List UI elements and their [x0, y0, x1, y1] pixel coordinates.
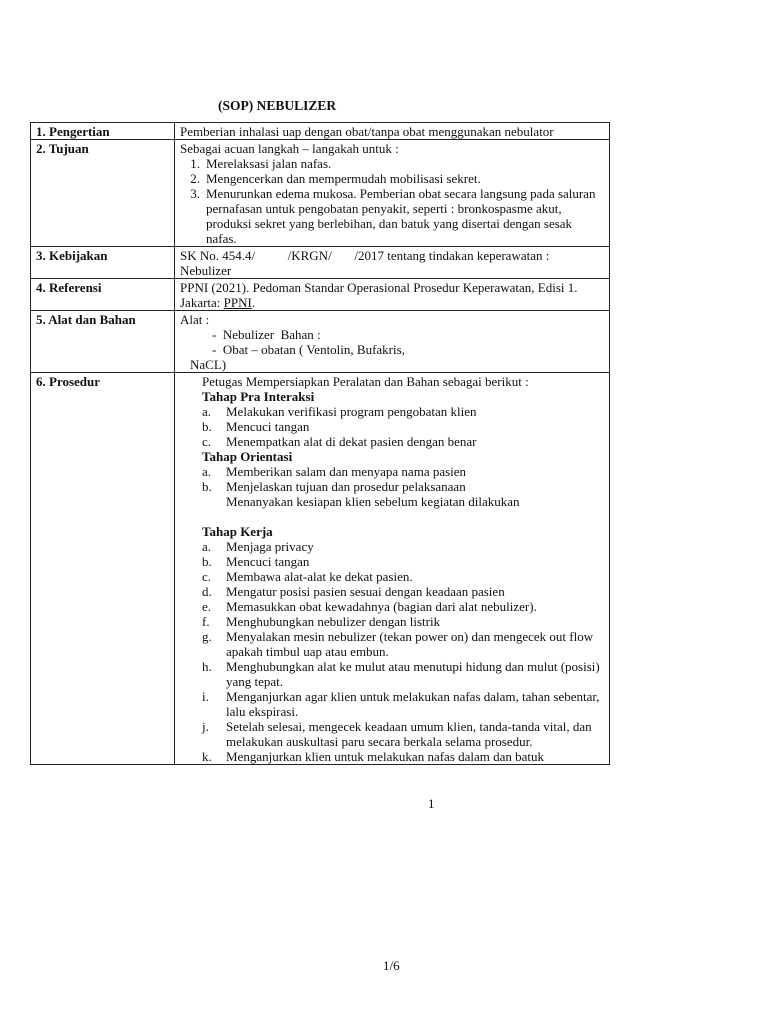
- list-item: i. Menganjurkan agar klien untuk melakukan nafas dalam, tahan sebentar, lalu ekspirasi.: [202, 689, 600, 719]
- row-label: 6. Prosedur: [31, 373, 175, 765]
- section-heading: Tahap Pra Interaksi: [202, 389, 315, 404]
- page-number: 1: [428, 796, 435, 811]
- row-label: 2. Tujuan: [31, 140, 175, 247]
- section-heading: Tahap Orientasi: [202, 449, 293, 464]
- list-item: c. Membawa alat-alat ke dekat pasien.: [202, 569, 413, 584]
- document-title: (SOP) NEBULIZER: [218, 98, 337, 113]
- list-item: h. Menghubungkan alat ke mulut atau menutupi hidung dan mulut (posisi) yang tepat.: [202, 659, 600, 689]
- table-row-referensi: [31, 279, 610, 311]
- list-item: j. Setelah selesai, mengecek keadaan umum klien, tanda-tanda vital, dan melakukan auskultasi paru secara berkala selama prosedur.: [202, 719, 592, 749]
- kebijakan-line: SK No. 454.4/ /KRGN/ /2017 tentang tindakan keperawatan :: [180, 248, 550, 263]
- bahan-line: - Obat – obatan ( Ventolin, Bufakris,: [212, 342, 405, 357]
- row-label: 4. Referensi: [31, 279, 175, 311]
- list-item: b. Mencuci tangan: [202, 419, 310, 434]
- referensi-publisher: PPNI: [223, 295, 252, 310]
- list-item: e. Memasukkan obat kewadahnya (bagian dari alat nebulizer).: [202, 599, 537, 614]
- row-content: [175, 140, 610, 247]
- list-item: k. Menganjurkan klien untuk melakukan nafas dalam dan batuk: [202, 749, 545, 764]
- table-row-alat-bahan: [31, 311, 610, 373]
- row-content: Pemberian inhalasi uap dengan obat/tanpa obat menggunakan nebulator: [175, 123, 610, 140]
- table-row-prosedur: [31, 373, 610, 765]
- list-item: 2. Mengencerkan dan mempermudah mobilisasi sekret.: [190, 171, 481, 186]
- list-item: d. Mengatur posisi pasien sesuai dengan keadaan pasien: [202, 584, 505, 599]
- row-content: PPNI (2021). Pedoman Standar Operasional Prosedur Keperawatan, Edisi 1. Jakarta: PPNI.: [175, 279, 610, 311]
- kebijakan-line: Nebulizer: [180, 263, 232, 278]
- table-row-kebijakan: [31, 247, 610, 279]
- list-item: b. Menjelaskan tujuan dan prosedur pelaksanaan: [202, 479, 466, 494]
- prosedur-intro: Petugas Mempersiapkan Peralatan dan Bahan sebagai berikut :: [202, 374, 529, 389]
- table-row-tujuan: [31, 140, 610, 247]
- row-label: 5. Alat dan Bahan: [31, 311, 175, 373]
- list-item: 1. Merelaksasi jalan nafas.: [190, 156, 332, 171]
- list-item: f. Menghubungkan nebulizer dengan listrik: [202, 614, 441, 629]
- list-item: a. Memberikan salam dan menyapa nama pasien: [202, 464, 467, 479]
- list-item-continuation: Menanyakan kesiapan klien sebelum kegiatan dilakukan: [226, 494, 520, 509]
- row-content: [175, 247, 610, 279]
- list-item: b. Mencuci tangan: [202, 554, 310, 569]
- tujuan-intro: Sebagai acuan langkah – langakah untuk :: [180, 141, 399, 156]
- list-item: g. Menyalakan mesin nebulizer (tekan power on) dan mengecek out flow apakah timbul uap atau embun.: [202, 629, 594, 659]
- referensi-text: PPNI (2021). Pedoman Standar Operasional Prosedur Keperawatan, Edisi 1. Jakarta:: [180, 280, 578, 310]
- row-content: [175, 311, 610, 373]
- alat-line: - Nebulizer Bahan :: [212, 327, 321, 342]
- table-row-pengertian: [31, 123, 610, 140]
- list-item: 3. Menurunkan edema mukosa. Pemberian obat secara langsung pada saluran pernafasan untuk pengobatan penyakit, seperti : bronkospasme akut, produksi sekret yang berlebihan, dan batuk yang disertai dengan sesak nafas.: [190, 186, 596, 246]
- row-content: [175, 373, 610, 765]
- row-label: 3. Kebijakan: [31, 247, 175, 279]
- list-item: a. Menjaga privacy: [202, 539, 314, 554]
- section-heading: Tahap Kerja: [202, 524, 273, 539]
- list-item: a. Melakukan verifikasi program pengobatan klien: [202, 404, 477, 419]
- row-label: 1. Pengertian: [31, 123, 175, 140]
- bahan-line: NaCL): [190, 357, 227, 372]
- list-item: c. Menempatkan alat di dekat pasien dengan benar: [202, 434, 477, 449]
- alat-line: Alat :: [180, 312, 210, 327]
- sop-table: [30, 122, 610, 765]
- page-indicator: 1/6: [383, 958, 400, 973]
